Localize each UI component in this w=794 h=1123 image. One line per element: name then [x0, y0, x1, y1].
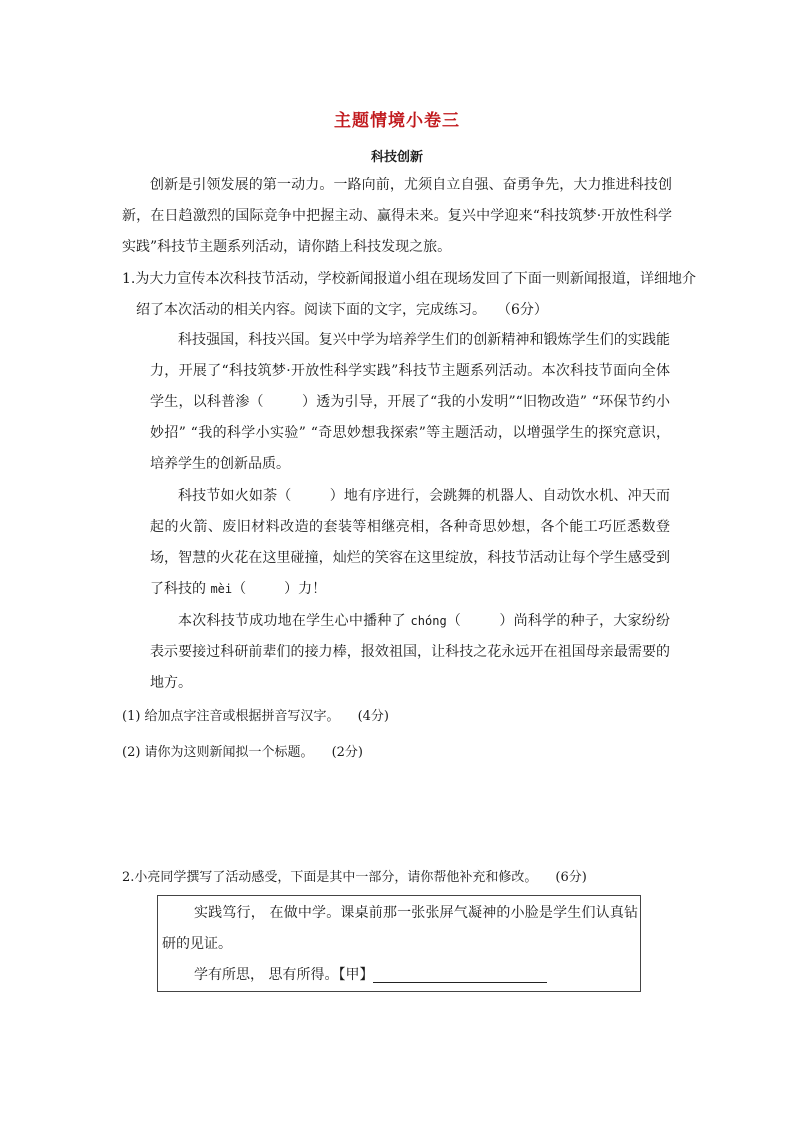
article-p2-part-c: （: [232, 581, 247, 597]
page-subtitle: 科技创新: [370, 150, 423, 165]
page-title: 主题情境小卷三: [334, 111, 460, 131]
reflection-paragraph-2: [194, 960, 634, 991]
article-p2-part-b: ）地有序进行，会跳舞的机器人、自动饮水机、冲天而起的火箭、废旧材料改造的套装等相继亮相，各种奇思妙想，各个能工巧匠悉数登场，智慧的火花在这里碰撞，灿烂的笑容在这里绽放，科技节活动让每个学生感受到了科技的: [150, 488, 670, 597]
article-p2-part-d: ）力！: [284, 581, 327, 597]
question-1-text: 1.为大力宣传本次科技节活动，学校新闻报道小组在现场发回了下面一则新闻报道，详细地介绍了本次活动的相关内容。阅读下面的文字，完成练习。: [122, 271, 696, 318]
reflection-p2-text: 学有所思， 思有所得。【甲】: [194, 967, 374, 983]
article-p3-part-c: ）尚科学的种子，大家纷纷表示要接过科研前辈们的接力棒，报效祖国，让科技之花永远开在祖国母亲最需要的地方。: [150, 613, 671, 691]
question-1-score: （6分）: [504, 302, 548, 318]
question-2-text: 2.小亮同学撰写了活动感受，下面是其中一部分，请你帮他补充和修改。: [122, 870, 538, 885]
article-paragraph-1: [150, 325, 670, 480]
question-1: [122, 264, 696, 326]
question-2: [122, 866, 587, 885]
article-paragraph-3: [150, 606, 670, 699]
reflection-paragraph-1: 实践笃行， 在做中学。课桌前那一张张屏气凝神的小脸是学生们认真钻研的见证。: [162, 905, 638, 952]
pinyin-mei: mèi: [210, 582, 233, 596]
pinyin-chong: chóng: [410, 614, 447, 628]
sub-question-2-text: (2) 请你为这则新闻拟一个标题。: [122, 745, 314, 760]
sub-question-2-score: (2分): [331, 745, 363, 760]
article-p3-part-a: 本次科技节成功地在学生心中播种了: [178, 613, 406, 629]
article-p2-part-a: 科技节如火如荼（: [178, 488, 292, 504]
sub-question-1-score: (4分): [357, 709, 389, 724]
sub-question-1-text: (1) 给加点字注音或根据拼音写汉字。: [122, 709, 340, 724]
article-p3-part-b: （: [446, 613, 462, 629]
article-p1-part-b: ）透为引导，开展了“我的小发明”“旧物改造” “环保节约小妙招” “我的科学小实验” “奇思妙想我探索”等主题活动，以增强学生的探究意识，培养学生的创新品质。: [150, 394, 670, 472]
question-2-score: (6分): [555, 870, 587, 885]
article-p1-part-a: 科技强国，科技兴国。复兴中学为培养学生们的创新精神和锻炼学生们的实践能力，开展了“科技筑梦·开放性科学实践”科技节主题系列活动。本次科技节面向全体学生，以科普渗（: [150, 332, 670, 410]
intro-paragraph: 创新是引领发展的第一动力。一路向前，尤须自立自强、奋勇争先，大力推进科技创新，在日趋激烈的国际竞争中把握主动、赢得未来。复兴中学迎来“科技筑梦·开放性科学实践”科技节主题系列活动，请你踏上科技发现之旅。: [122, 177, 672, 255]
sub-question-1: [122, 705, 389, 724]
sub-question-2: [122, 741, 363, 760]
reflection-box: [157, 895, 641, 992]
answer-line[interactable]: [373, 964, 547, 983]
article-paragraph-2: [150, 481, 670, 605]
